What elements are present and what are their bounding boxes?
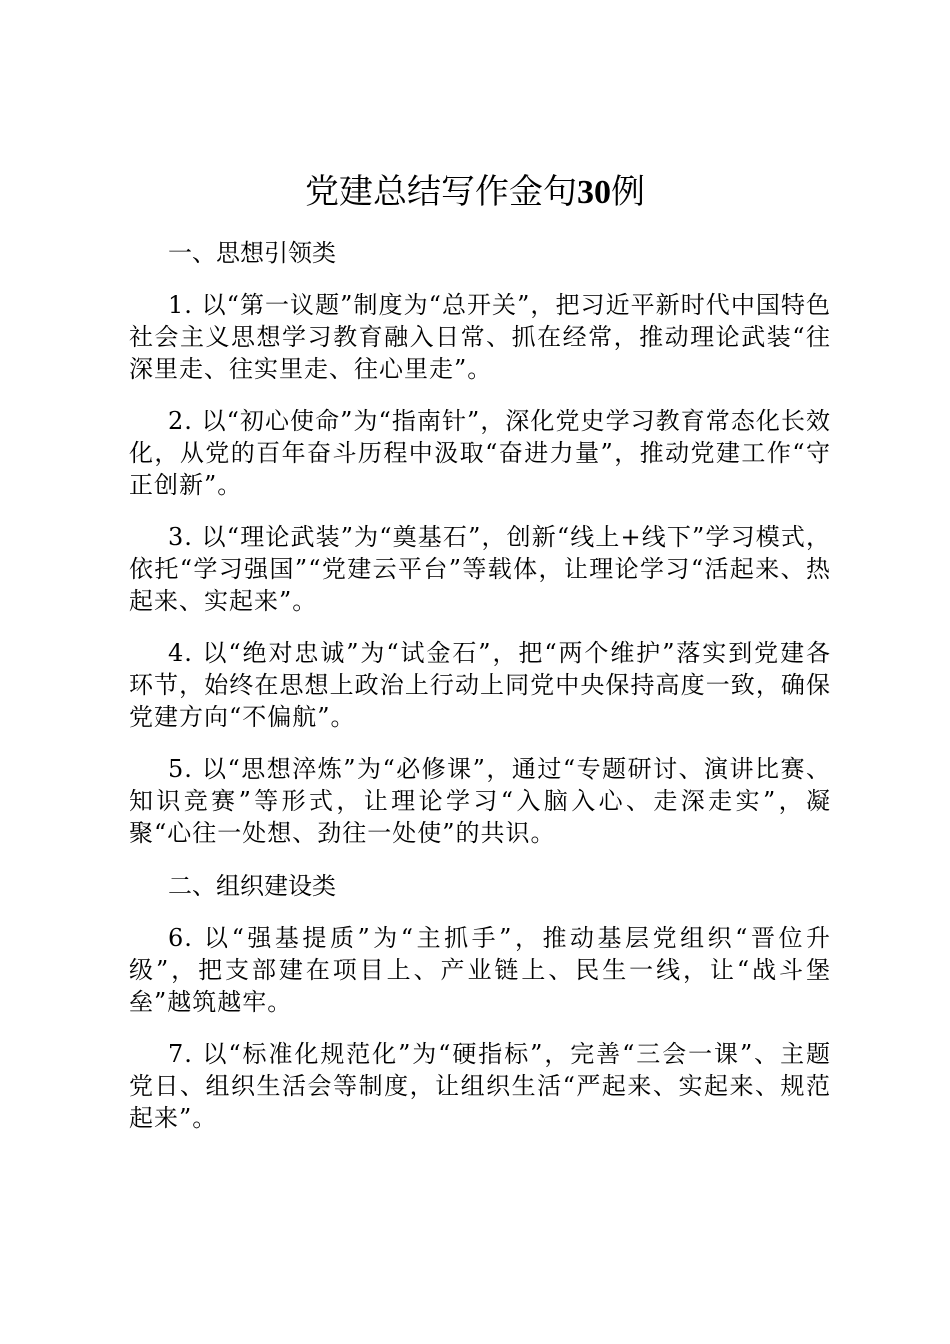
page-title-text: 党建总结写作金句 — [305, 172, 577, 212]
document-body — [129, 236, 831, 1154]
page-title-suffix: 例 — [611, 172, 645, 212]
section-heading-ideology: 一、思想引领类 — [168, 239, 336, 267]
section-heading-organization: 二、组织建设类 — [168, 872, 336, 900]
list-item-4: 4. 以“绝对忠诚”为“试金石”，把“两个维护”落实到党建各环节，始终在思想上政治上行动上同党中央保持高度一致，确保党建方向“不偏航”。 — [129, 639, 831, 731]
list-item-2: 2. 以“初心使命”为“指南针”，深化党史学习教育常态化长效化，从党的百年奋斗历程中汲取“奋进力量”，推动党建工作“守正创新”。 — [129, 407, 831, 499]
list-item-6: 6. 以“强基提质”为“主抓手”，推动基层党组织“晋位升级”，把支部建在项目上、产业链上、民生一线，让“战斗堡垒”越筑越牢。 — [129, 924, 831, 1016]
list-item-1: 1. 以“第一议题”制度为“总开关”，把习近平新时代中国特色社会主义思想学习教育融入日常、抓在经常，推动理论武装“往深里走、往实里走、往心里走”。 — [129, 291, 831, 383]
list-item-5: 5. 以“思想淬炼”为“必修课”，通过“专题研讨、演讲比赛、知识竞赛”等形式，让理论学习“入脑入心、走深走实”，凝聚“心往一处想、劲往一处使”的共识。 — [129, 755, 831, 847]
list-item-7: 7. 以“标准化规范化”为“硬指标”，完善“三会一课”、主题党日、组织生活会等制度，让组织生活“严起来、实起来、规范起来”。 — [129, 1040, 831, 1132]
page-title-number: 30 — [577, 174, 611, 211]
page-title — [0, 170, 950, 215]
list-item-3: 3. 以“理论武装”为“奠基石”，创新“线上+线下”学习模式，依托“学习强国”“党建云平台”等载体，让理论学习“活起来、热起来、实起来”。 — [129, 523, 831, 615]
